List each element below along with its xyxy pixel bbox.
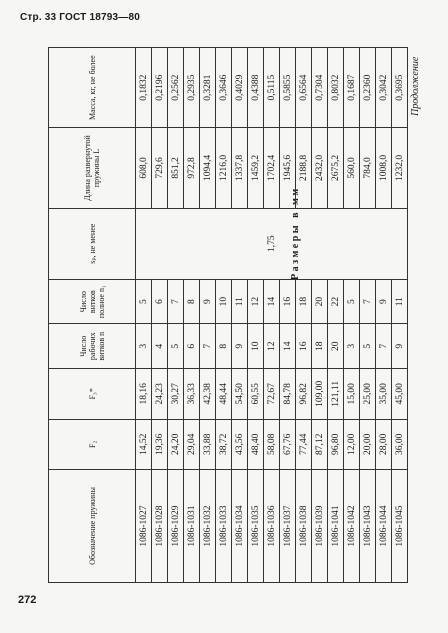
table-row (232, 48, 248, 583)
cell-name: 1086-1039 (312, 470, 328, 583)
table-row (200, 48, 216, 583)
cell-name: 1086-1043 (360, 470, 376, 583)
cell-n: 3 (136, 324, 152, 369)
cell-name: 1086-1032 (200, 470, 216, 583)
cell-f3: 54,50 (232, 369, 248, 420)
cell-name: 1086-1037 (280, 470, 296, 583)
cell-name: 1086-1034 (232, 470, 248, 583)
table-row (312, 48, 328, 583)
cell-n: 9 (232, 324, 248, 369)
table-row (344, 48, 360, 583)
table-row (184, 48, 200, 583)
cell-l: 1337,8 (232, 128, 248, 208)
cell-f3: 30,27 (168, 369, 184, 420)
continuation-label: Продолжение (410, 56, 421, 116)
cell-name: 1086-1044 (376, 470, 392, 583)
cell-f3: 24,23 (152, 369, 168, 420)
cell-m: 0,4029 (232, 48, 248, 128)
cell-f3: 15,00 (344, 369, 360, 420)
table-row (392, 48, 408, 583)
cell-m: 0,2562 (168, 48, 184, 128)
cell-m: 0,3646 (216, 48, 232, 128)
cell-m: 0,7304 (312, 48, 328, 128)
col-header-length: Длина развернутой пружины L (49, 128, 136, 208)
cell-n1: 11 (392, 279, 408, 324)
data-table (48, 47, 408, 583)
table-row (296, 48, 312, 583)
spring-dimensions-table (48, 47, 408, 583)
table-row (264, 48, 280, 583)
table-header-row (49, 48, 136, 583)
cell-n1: 22 (328, 279, 344, 324)
table-row (360, 48, 376, 583)
cell-m: 0,1832 (136, 48, 152, 128)
cell-n1: 9 (376, 279, 392, 324)
col-header-mass: Масса, кг, не более (49, 48, 136, 128)
cell-l: 608,0 (136, 128, 152, 208)
cell-l: 729,6 (152, 128, 168, 208)
cell-f3: 48,44 (216, 369, 232, 420)
cell-n: 5 (360, 324, 376, 369)
col-header-sp: sₚ, не менее (49, 208, 136, 279)
table-row (216, 48, 232, 583)
cell-m: 0,6564 (296, 48, 312, 128)
cell-sp-value: 1,75 (136, 208, 408, 279)
cell-name: 1086-1027 (136, 470, 152, 583)
cell-f3: 45,00 (392, 369, 408, 420)
cell-f2: 87,12 (312, 419, 328, 470)
cell-n1: 14 (264, 279, 280, 324)
cell-n1: 18 (296, 279, 312, 324)
cell-f3: 60,55 (248, 369, 264, 420)
cell-n: 6 (184, 324, 200, 369)
cell-f2: 24,20 (168, 419, 184, 470)
cell-n1: 8 (184, 279, 200, 324)
cell-n: 18 (312, 324, 328, 369)
cell-n1: 11 (232, 279, 248, 324)
cell-m: 0,5115 (264, 48, 280, 128)
cell-f3: 42,38 (200, 369, 216, 420)
cell-f3: 72,67 (264, 369, 280, 420)
cell-f3: 18,16 (136, 369, 152, 420)
cell-l: 2188,8 (296, 128, 312, 208)
cell-f2: 12,00 (344, 419, 360, 470)
cell-f2: 19,36 (152, 419, 168, 470)
cell-f2: 67,76 (280, 419, 296, 470)
cell-l: 1945,6 (280, 128, 296, 208)
table-row (152, 48, 168, 583)
cell-f2: 29,04 (184, 419, 200, 470)
cell-l: 1008,0 (376, 128, 392, 208)
cell-f2: 38,72 (216, 419, 232, 470)
cell-m: 0,4388 (248, 48, 264, 128)
cell-n1: 20 (312, 279, 328, 324)
table-row (328, 48, 344, 583)
cell-m: 0,3695 (392, 48, 408, 128)
cell-l: 2432,0 (312, 128, 328, 208)
cell-f2: 14,52 (136, 419, 152, 470)
cell-f2: 28,00 (376, 419, 392, 470)
cell-m: 0,2196 (152, 48, 168, 128)
cell-n: 3 (344, 324, 360, 369)
cell-n: 7 (200, 324, 216, 369)
cell-m: 0,1687 (344, 48, 360, 128)
cell-f2: 36,00 (392, 419, 408, 470)
cell-f2: 96,80 (328, 419, 344, 470)
cell-n1: 5 (344, 279, 360, 324)
col-header-n: Число рабочих витков n (49, 324, 136, 369)
page-number: 272 (18, 594, 37, 606)
cell-n1: 16 (280, 279, 296, 324)
cell-name: 1086-1031 (184, 470, 200, 583)
cell-l: 972,8 (184, 128, 200, 208)
cell-l: 1459,2 (248, 128, 264, 208)
cell-f3: 25,00 (360, 369, 376, 420)
cell-n1: 6 (152, 279, 168, 324)
cell-l: 1232,0 (392, 128, 408, 208)
cell-n1: 5 (136, 279, 152, 324)
cell-n: 5 (168, 324, 184, 369)
table-row (136, 48, 152, 583)
cell-l: 1702,4 (264, 128, 280, 208)
cell-m: 0,3042 (376, 48, 392, 128)
col-header-n1: Число витков полное n₁ (49, 279, 136, 324)
table-title: Размеры в мм (290, 186, 301, 280)
cell-l: 1216,0 (216, 128, 232, 208)
cell-n1: 9 (200, 279, 216, 324)
cell-name: 1086-1033 (216, 470, 232, 583)
page-header: Стр. 33 ГОСТ 18793—80 (20, 12, 140, 23)
cell-n1: 7 (168, 279, 184, 324)
cell-f2: 77,44 (296, 419, 312, 470)
cell-l: 784,0 (360, 128, 376, 208)
cell-n1: 10 (216, 279, 232, 324)
cell-n: 9 (392, 324, 408, 369)
cell-m: 0,5855 (280, 48, 296, 128)
cell-n: 8 (216, 324, 232, 369)
cell-n: 16 (296, 324, 312, 369)
col-header-name: Обозначение пружины (49, 470, 136, 583)
cell-name: 1086-1035 (248, 470, 264, 583)
cell-name: 1086-1041 (328, 470, 344, 583)
cell-n: 20 (328, 324, 344, 369)
cell-f2: 43,56 (232, 419, 248, 470)
cell-n1: 12 (248, 279, 264, 324)
cell-f3: 96,82 (296, 369, 312, 420)
cell-l: 2675,2 (328, 128, 344, 208)
cell-name: 1086-1028 (152, 470, 168, 583)
cell-m: 0,3281 (200, 48, 216, 128)
cell-f3: 35,00 (376, 369, 392, 420)
cell-n: 12 (264, 324, 280, 369)
cell-f3: 121,11 (328, 369, 344, 420)
cell-name: 1086-1029 (168, 470, 184, 583)
cell-m: 0,2360 (360, 48, 376, 128)
cell-f2: 20,00 (360, 419, 376, 470)
col-header-f2: F₂ (49, 419, 136, 470)
cell-name: 1086-1045 (392, 470, 408, 583)
table-row (280, 48, 296, 583)
cell-n: 10 (248, 324, 264, 369)
table-row (248, 48, 264, 583)
cell-f3: 36,33 (184, 369, 200, 420)
table-body (136, 48, 408, 583)
cell-f3: 84,78 (280, 369, 296, 420)
table-row (168, 48, 184, 583)
cell-n: 7 (376, 324, 392, 369)
cell-l: 1094,4 (200, 128, 216, 208)
cell-name: 1086-1036 (264, 470, 280, 583)
cell-l: 560,0 (344, 128, 360, 208)
cell-n1: 7 (360, 279, 376, 324)
cell-n: 4 (152, 324, 168, 369)
cell-name: 1086-1038 (296, 470, 312, 583)
col-header-f3: F₃* (49, 369, 136, 420)
cell-f3: 109,00 (312, 369, 328, 420)
cell-name: 1086-1042 (344, 470, 360, 583)
cell-n: 14 (280, 324, 296, 369)
table-row (376, 48, 392, 583)
cell-m: 0,8032 (328, 48, 344, 128)
cell-f2: 58,08 (264, 419, 280, 470)
cell-l: 851,2 (168, 128, 184, 208)
cell-m: 0,2935 (184, 48, 200, 128)
cell-f2: 48,40 (248, 419, 264, 470)
cell-f2: 33,88 (200, 419, 216, 470)
